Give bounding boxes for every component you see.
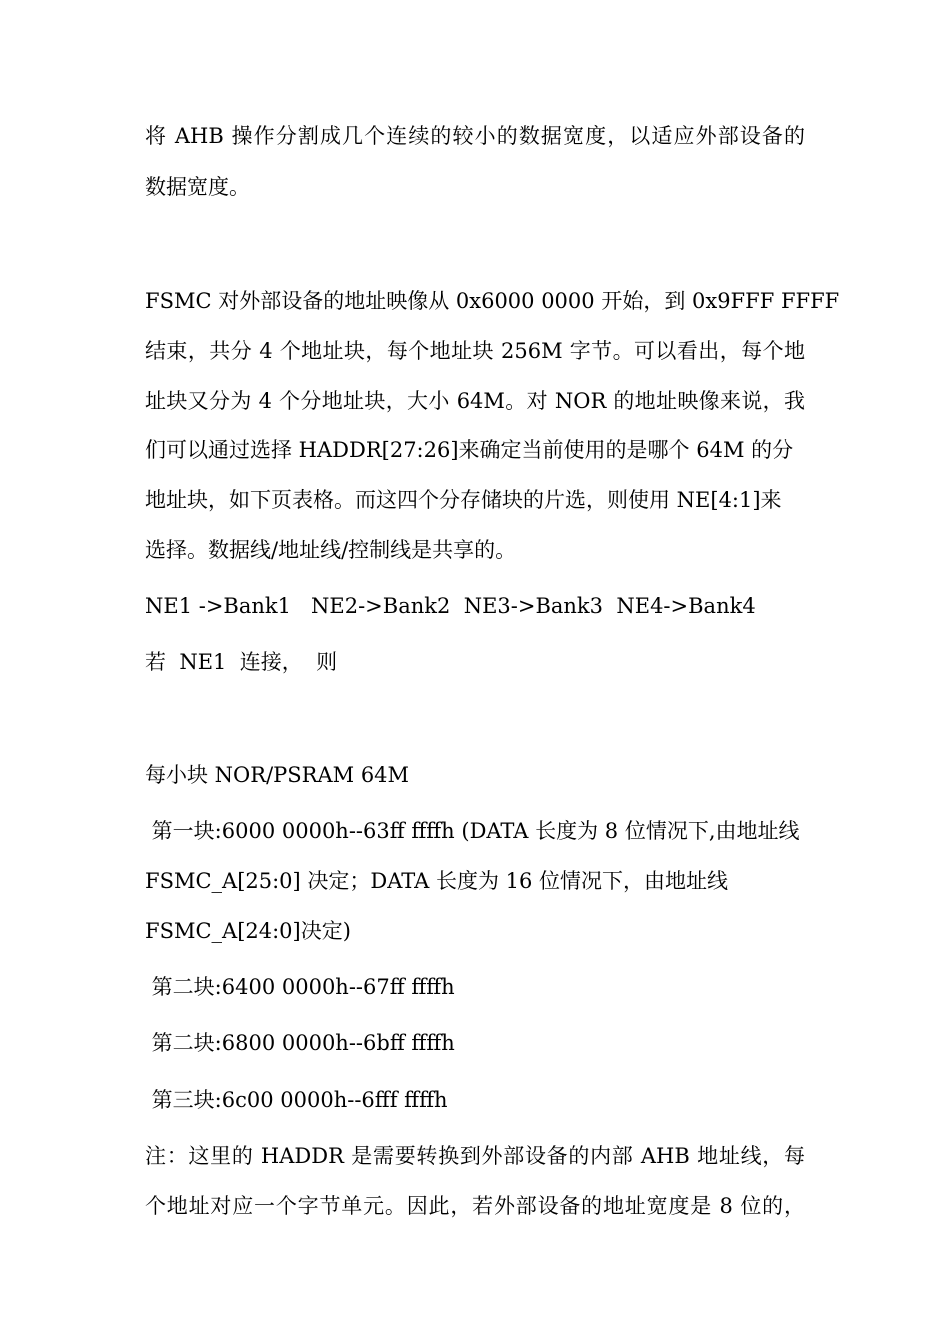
block-line: 第二块:6400 0000h--67ff ffffh [145,975,455,999]
ne1-note-line: 若 NE1 连接， 则 [145,650,338,674]
note-line: 注：这里的 HADDR 是需要转换到外部设备的内部 AHB 地址线，每 [145,1144,805,1168]
block-line: 第二块:6800 0000h--6bff ffffh [145,1031,455,1055]
block-line: 第三块:6c00 0000h--6fff ffffh [145,1088,448,1112]
note-line: 个地址对应一个字节单元。因此，若外部设备的地址宽度是 8 位的， [145,1194,805,1218]
paragraph-line: FSMC 对外部设备的地址映像从 0x6000 0000 开始，到 0x9FFF FFFF [145,289,840,313]
paragraph-line: 地址块，如下页表格。而这四个分存储块的片选，则使用 NE[4:1]来 [145,488,782,512]
paragraph-line: 选择。数据线/地址线/控制线是共享的。 [145,538,517,562]
block-heading: 每小块 NOR/PSRAM 64M [145,763,410,787]
paragraph-line: 址块又分为 4 个分地址块，大小 64M。对 NOR 的地址映像来说，我 [145,389,805,413]
paragraph-line: 结束，共分 4 个地址块，每个地址块 256M 字节。可以看出，每个地 [145,339,805,363]
block-line: FSMC_A[24:0]决定) [145,919,351,943]
bank-mapping-line: NE1 ->Bank1 NE2->Bank2 NE3->Bank3 NE4->Bank4 [145,594,756,618]
paragraph-line: 将 AHB 操作分割成几个连续的较小的数据宽度，以适应外部设备的 [145,124,805,148]
block-line: FSMC_A[25:0] 决定；DATA 长度为 16 位情况下，由地址线 [145,869,729,893]
paragraph-line: 们可以通过选择 HADDR[27:26]来确定当前使用的是哪个 64M 的分 [145,438,794,462]
block-line: 第一块:6000 0000h--63ff ffffh (DATA 长度为 8 位情况下,由地址线 [145,819,800,843]
paragraph-line: 数据宽度。 [145,175,250,199]
